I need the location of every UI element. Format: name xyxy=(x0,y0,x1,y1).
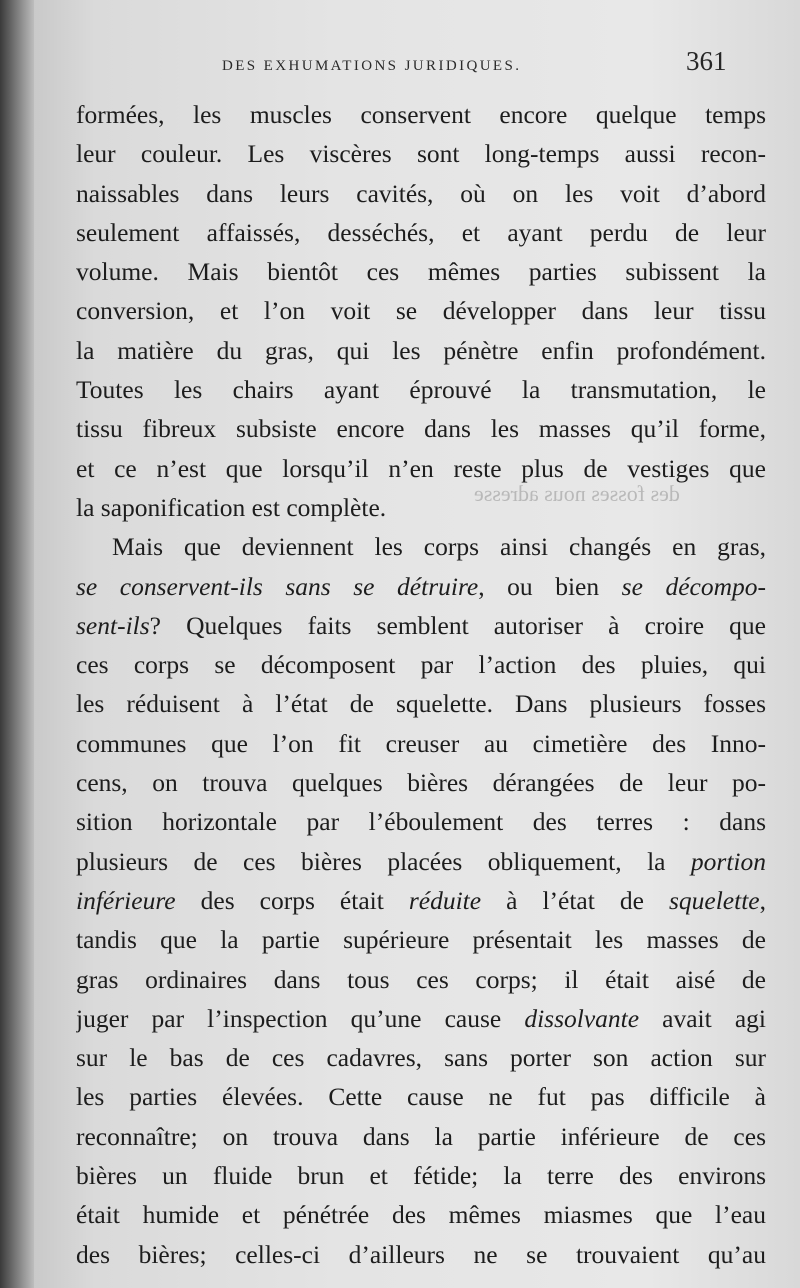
text-line xyxy=(76,291,766,330)
text-run: ? Quelques faits semblent autoriser à croire que xyxy=(149,610,766,640)
text-line xyxy=(76,370,766,409)
body-text xyxy=(76,95,766,1274)
text-run: à l’état de xyxy=(481,885,669,915)
book-page xyxy=(34,0,800,1288)
text-run: juger par l’inspection qu’une cause xyxy=(76,1003,525,1033)
text-line xyxy=(76,567,766,606)
running-title: DES EXHUMATIONS JURIDIQUES. xyxy=(222,58,522,74)
text-line xyxy=(76,488,766,527)
text-line xyxy=(76,174,766,213)
text-run: Toutes les chairs ayant éprouvé la transmutation, le xyxy=(76,375,766,405)
italic-text: se décompo- xyxy=(621,571,766,601)
text-run: avait agi xyxy=(639,1003,766,1033)
text-run: seulement affaissés, desséchés, et ayant perdu de leur xyxy=(76,217,766,247)
text-run: , ou bien xyxy=(478,571,622,601)
text-run: et ce n’est que lorsqu’il n’en reste plus de vestiges que xyxy=(76,453,766,483)
text-run: la matière du gras, qui les pénètre enfin profondément. xyxy=(76,335,766,365)
text-run: reconnaître; on trouva dans la partie inférieure de ces xyxy=(76,1121,766,1151)
text-line xyxy=(76,1117,766,1156)
text-line xyxy=(76,1235,766,1274)
text-line xyxy=(76,527,766,566)
text-run: tandis que la partie supérieure présentait les masses de xyxy=(76,925,766,955)
text-run: naissables dans leurs cavités, où on les voit d’abord xyxy=(76,178,766,208)
book-gutter-shadow xyxy=(0,0,34,1288)
text-line xyxy=(76,999,766,1038)
text-line xyxy=(76,684,766,723)
text-line xyxy=(76,960,766,999)
text-run: Mais que deviennent les corps ainsi changés en gras, xyxy=(112,532,766,562)
italic-text: se conservent-ils sans se détruire xyxy=(76,571,479,601)
text-run: volume. Mais bientôt ces mêmes parties subissent la xyxy=(76,257,766,287)
text-run: bières un fluide brun et fétide; la terre des environs xyxy=(76,1161,766,1191)
text-line xyxy=(76,763,766,802)
italic-text: sent-ils xyxy=(76,610,150,640)
text-run: formées, les muscles conservent encore quelque temps xyxy=(76,100,766,129)
text-run: les réduisent à l’état de squelette. Dans plusieurs fosses xyxy=(76,689,766,719)
text-run: les parties élevées. Cette cause ne fut pas difficile à xyxy=(76,1082,766,1112)
text-line xyxy=(76,920,766,959)
text-line xyxy=(76,95,766,134)
italic-text: réduite xyxy=(408,885,482,915)
italic-text: portion xyxy=(690,846,766,876)
text-run: communes que l’on fit creuser au cimetière des Inno- xyxy=(76,728,766,758)
italic-text: dissolvante xyxy=(524,1003,640,1033)
text-line xyxy=(76,1077,766,1116)
text-line xyxy=(76,449,766,488)
page-number: 361 xyxy=(686,46,727,76)
italic-text: squelette xyxy=(668,885,760,915)
text-run: cens, on trouva quelques bières dérangées de leur po- xyxy=(76,768,766,798)
text-line xyxy=(76,645,766,684)
text-run: sition horizontale par l’éboulement des terres : dans xyxy=(76,807,766,837)
text-line xyxy=(76,213,766,252)
text-run: gras ordinaires dans tous ces corps; il était aisé de xyxy=(76,964,766,994)
text-line xyxy=(76,134,766,173)
text-run: sur le bas de ces cadavres, sans porter son action sur xyxy=(76,1043,766,1073)
text-line xyxy=(76,724,766,763)
text-run: tissu fibreux subsiste encore dans les masses qu’il forme, xyxy=(76,414,766,444)
text-line xyxy=(76,409,766,448)
text-line xyxy=(76,881,766,920)
text-line xyxy=(76,606,766,645)
bleed-through-text: des fosses nous adresse xyxy=(474,481,680,506)
text-run: , xyxy=(759,885,766,915)
page-header xyxy=(34,46,800,86)
text-line xyxy=(76,1195,766,1234)
text-line xyxy=(76,1038,766,1077)
text-run: ces corps se décomposent par l’action des pluies, qui xyxy=(76,650,766,680)
text-line xyxy=(76,842,766,881)
text-run: plusieurs de ces bières placées obliquement, la xyxy=(76,846,691,876)
text-run: conversion, et l’on voit se développer dans leur tissu xyxy=(76,296,766,326)
text-run: était humide et pénétrée des mêmes miasmes que l’eau xyxy=(76,1200,766,1230)
text-run: des bières; celles-ci d’ailleurs ne se trouvaient qu’au xyxy=(76,1239,766,1269)
text-line xyxy=(76,1156,766,1195)
text-line xyxy=(76,802,766,841)
text-run: leur couleur. Les viscères sont long-temps aussi recon- xyxy=(76,139,766,169)
text-line xyxy=(76,252,766,291)
text-run: la saponification est complète. xyxy=(76,492,387,522)
italic-text: inférieure xyxy=(76,885,176,915)
text-run: des corps était xyxy=(175,885,409,915)
text-line xyxy=(76,331,766,370)
